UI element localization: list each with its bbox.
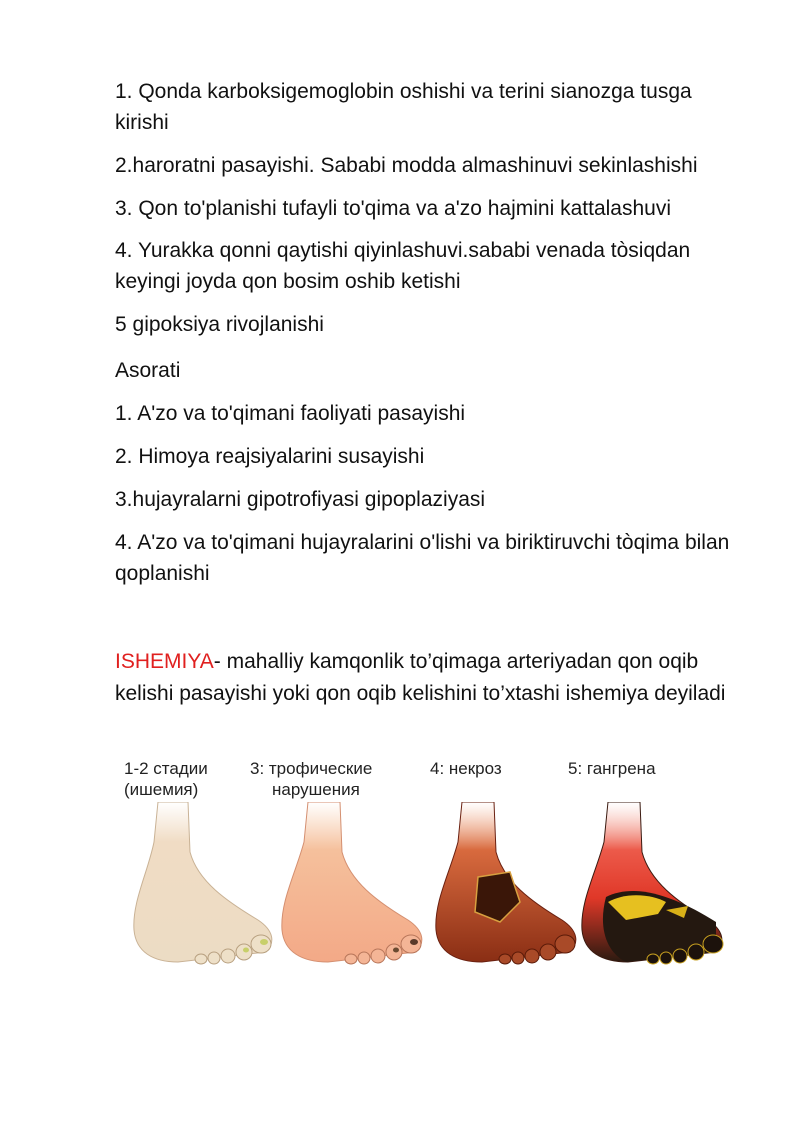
list-item: 2.haroratni pasayishi. Sababi modda almashinuvi sekinlashishi	[115, 154, 698, 177]
stage-label-trophic: 3: трофические нарушения	[250, 759, 373, 799]
list-item: 1. A'zo va to'qimani faoliyati pasayishi	[115, 402, 466, 425]
definition-term: ISHEMIYA	[115, 650, 214, 673]
definition-text: - mahalliy kamqonlik to’qimaga arteriyadan qon oqib kelishi pasayishi yoki qon oqib kelishini to’xtashi ishemiya deyiladi	[115, 650, 726, 705]
stage-label-ischemia: 1-2 стадии (ишемия)	[124, 759, 208, 799]
list-item: 4. Yurakka qonni qaytishi qiyinlashuvi.sababi venada tòsiqdan keyingi joyda qon bosim oshib ketishi	[115, 239, 691, 293]
definition-paragraph	[115, 646, 745, 710]
list-item: 5 gipoksiya rivojlanishi	[115, 313, 324, 336]
stage-label-necrosis: 4: некроз	[430, 759, 502, 778]
list-item: 4. A'zo va to'qimani hujayralarini o'lishi va biriktiruvchi tòqima bilan qoplanishi	[115, 531, 730, 585]
foot-gangrene-illustration	[566, 802, 736, 982]
list-item: 1. Qonda karboksigemoglobin oshishi va terini sianozga tusga kirishi	[115, 80, 692, 134]
stage-label-gangrene: 5: гангрена	[568, 759, 656, 778]
list-item: 2. Himoya reajsiyalarini susayishi	[115, 445, 425, 468]
section-heading-asorati: Asorati	[115, 359, 181, 382]
foot-trophic-illustration	[266, 802, 431, 982]
list-item: 3.hujayralarni gipotrofiyasi gipoplaziyasi	[115, 488, 486, 511]
ischemia-stages-figure	[118, 752, 738, 987]
list-item: 3. Qon to'planishi tufayli to'qima va a'zo hajmini kattalashuvi	[115, 197, 671, 220]
foot-ischemia-illustration	[118, 802, 278, 982]
foot-necrosis-illustration	[420, 802, 585, 982]
